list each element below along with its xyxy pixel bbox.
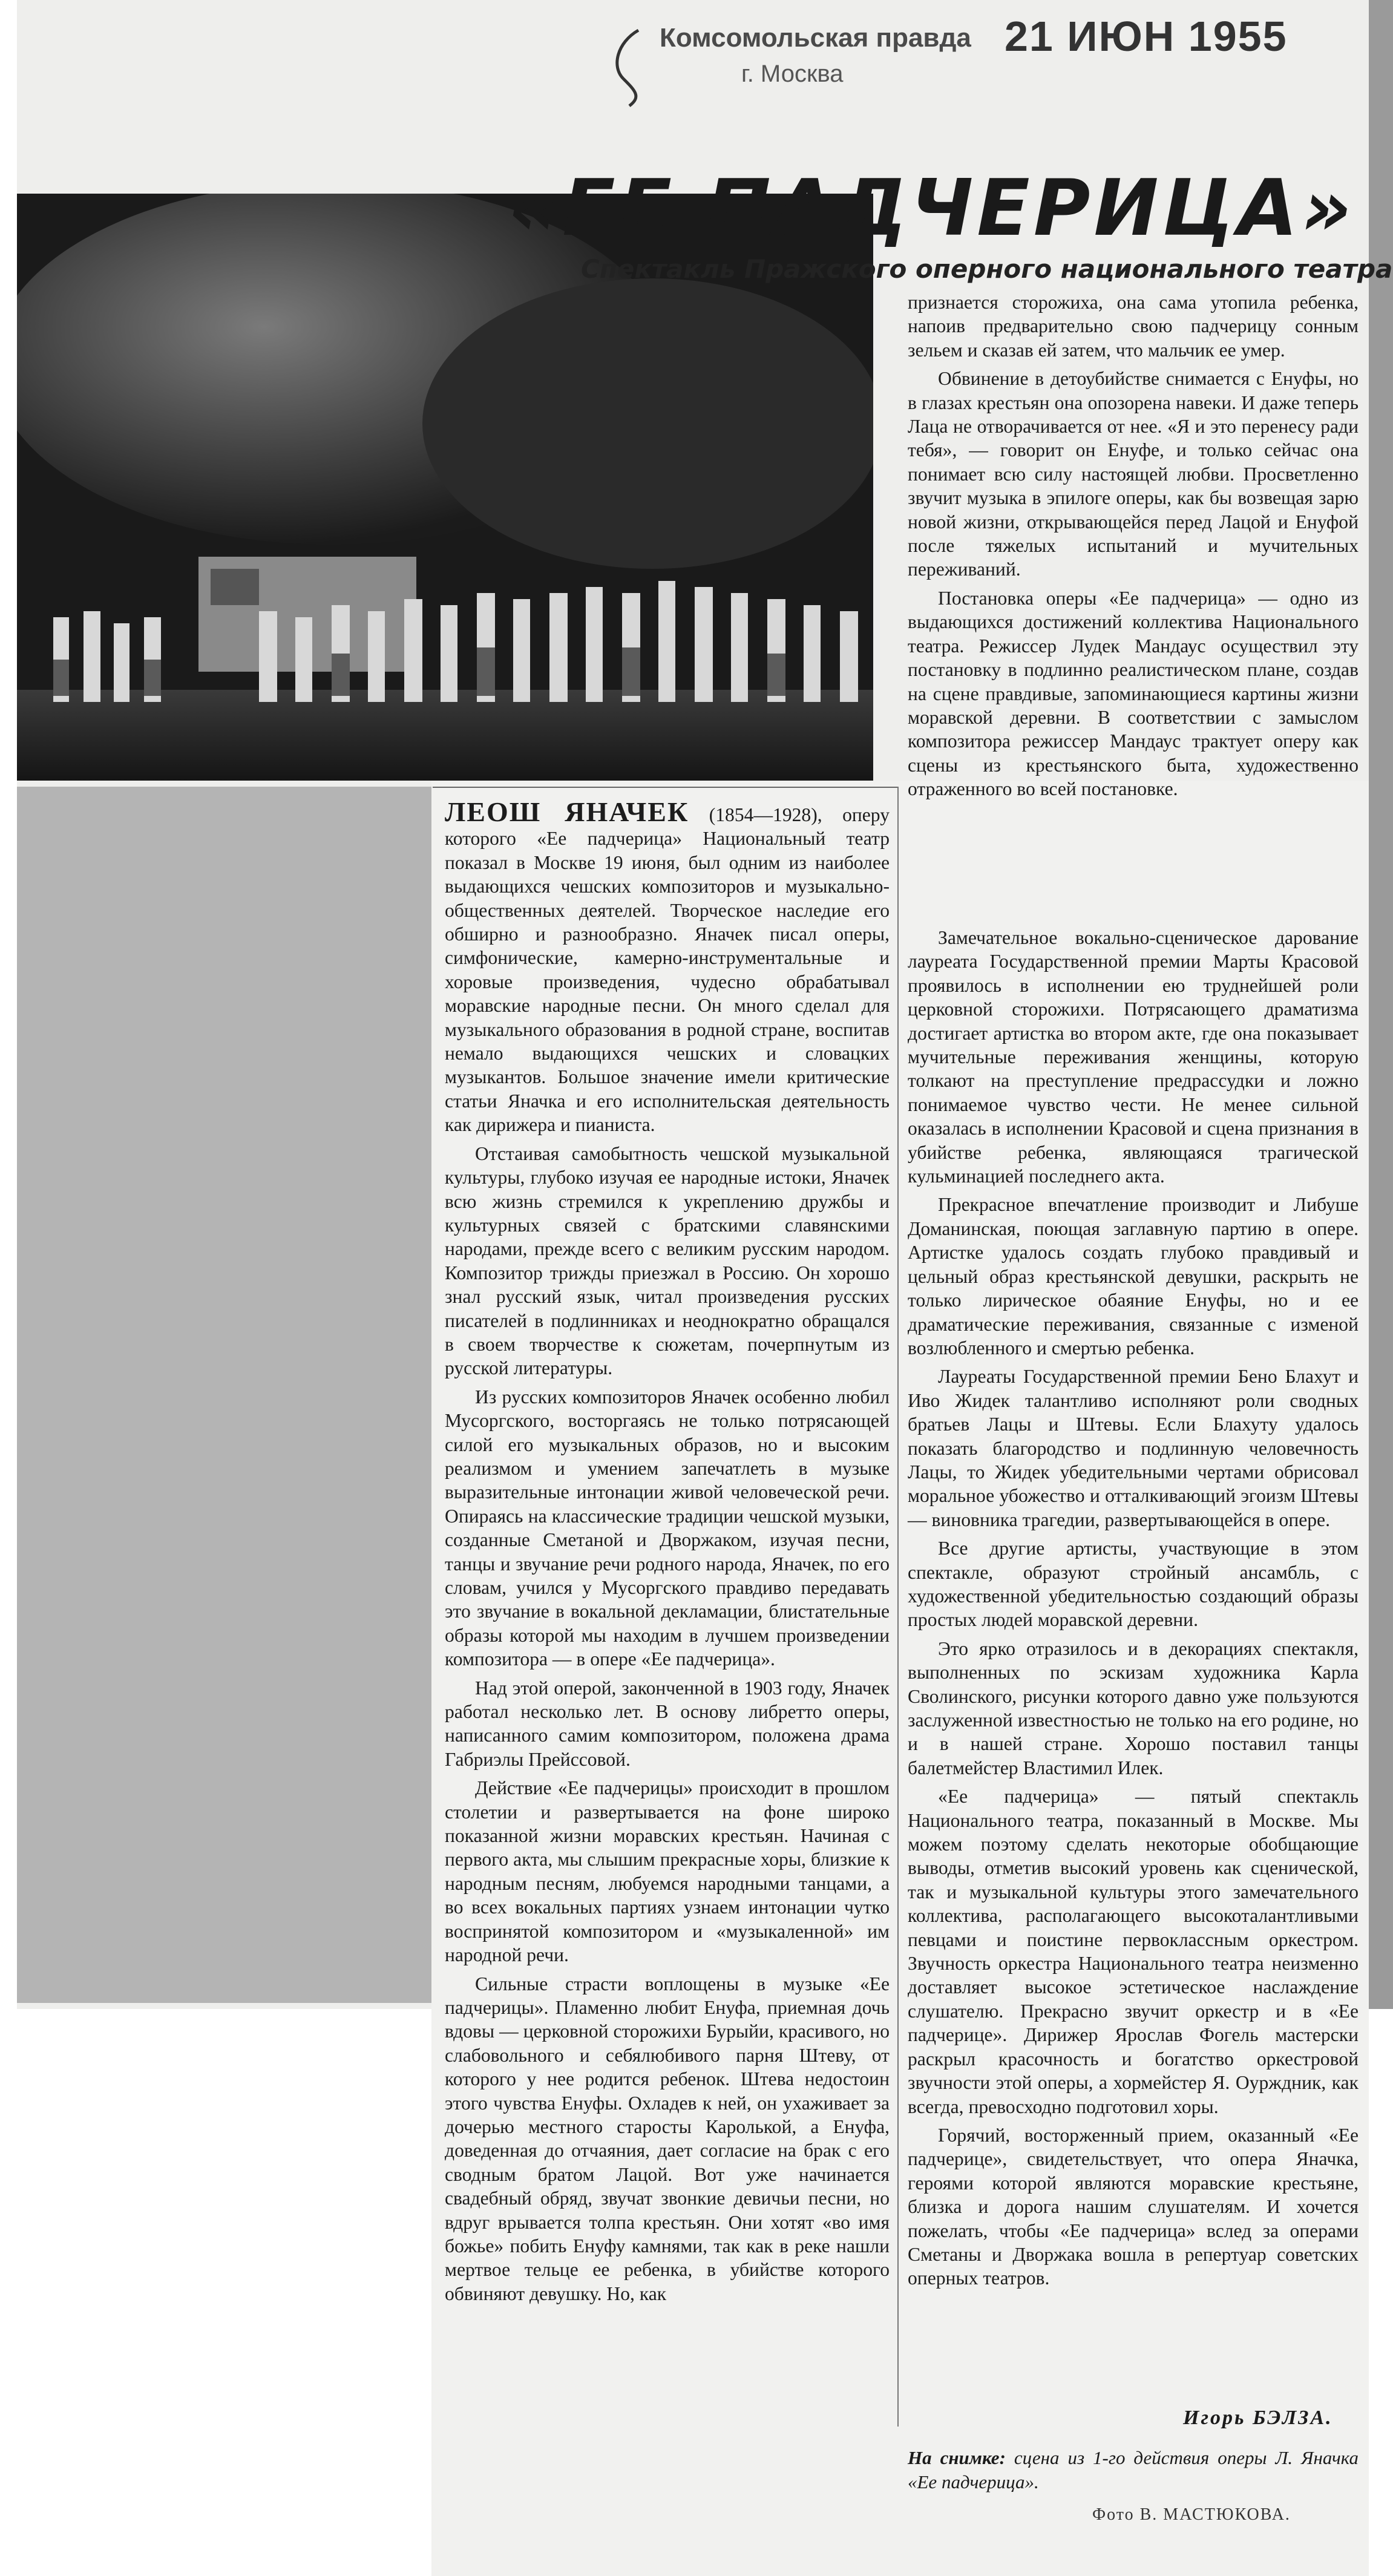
paragraph: Лауреаты Государственной премии Бено Блахут и Иво Жидек талантливо исполняют роли сводных братьев Лацы и Штевы. Если Блахуту удалось показать благородство и подлинную человечность Лацы, то Жидек убедительными чертами обрисовал моральное убожество и отталкивающий эгоизм Штевы — виновника трагедии, развертывающейся в опере.	[908, 1366, 1359, 1530]
column-divider	[897, 787, 899, 2427]
author-signature: Игорь БЭЛЗА.	[1183, 2407, 1333, 2429]
right-column-top	[908, 290, 1359, 806]
paragraph: Прекрасное впечатление производит и Либуше Доманинская, поющая заглавную партию в опере. Артистке удалось создать глубоко правдивый и цельный образ крестьянской девушки, раскрыть не только лирическое обаяние Енуфы, но и ее драматические переживания, связанные с изменой возлюбленного и смертью ребенка.	[908, 1194, 1359, 1358]
column-top-rule	[433, 787, 899, 788]
paragraph: Все другие артисты, участвующие в этом спектакле, образуют стройный ансамбль, с художественной убедительностью создающий образы простых людей моравской деревни.	[908, 1538, 1359, 1631]
right-column	[908, 926, 1359, 2295]
caption-label: На снимке:	[908, 2447, 1006, 2468]
lead-text: (1854—1928), оперу которого «Ее падчерица» Национальный театр показал в Москве 19 июня, был одним из наиболее выдающихся чешских композиторов и музыкально-общественных деятелей. Творческое наследие его обширно и разнообразно. Яначек писал оперы, симфонические, камерно-инструментальные и хоровые произведения, чудесно обрабатывал моравские народные песни. Он много сделал для музыкального образования в родной стране, воспитав немало выдающихся чешских и словацких музыкантов. Большое значение имели критические статьи Яначка и его исполнительская деятельность как дирижера и пианиста.	[445, 804, 890, 1136]
paragraph: «Ее падчерица» — пятый спектакль Национального театра, показанный в Москве. Мы можем поэтому сделать некоторые обобщающие выводы, отметив высокий уровень как сценической, так и музыкальной культуры этого замечательного коллектива, располагающего высокоталантливыми певцами и поистине первоклассным оркестром. Звучность оркестра Национального театра неизменно доставляет высокое эстетическое наслаждение слушателю. Прекрасно звучит оркестр и в «Ее падчерице». Дирижер Ярослав Фогель мастерски раскрыл красочность и богатство оркестровой звучности этой оперы, а хормейстер Я. Оурждник, как всегда, превосходно подготовил хоры.	[908, 1786, 1359, 2117]
paragraph: Это ярко отразилось и в декорациях спектакля, выполненных по эскизам художника Карла Сволинского, рисунки которого давно уже пользуются заслуженной известностью не только на его родине, но и в нашей стране. Хорошо поставил танцы балетмейстер Властимил Илек.	[908, 1637, 1359, 1778]
scan-margin-right	[1369, 0, 1393, 2009]
article-subtitle: Спектакль Пражского оперного национального театра	[581, 254, 1393, 284]
paragraph: Над этой оперой, законченной в 1903 году, Яначек работал несколько лет. В основу либретто оперы, написанного самим композитором, положена драма Габриэлы Прейссовой.	[445, 1677, 890, 1770]
newspaper-source-stamp: Комсомольская правда	[660, 23, 971, 53]
paragraph: Отстаивая самобытность чешской музыкальной культуры, глубоко изучая ее народные истоки, Яначек всю жизнь стремился к укреплению дружбы и культурных связей с братскими славянскими народами, прежде всего с великим русским народом. Композитор трижды приезжал в Россию. Он хорошо знал русский язык, читал произведения русских писателей в подлинниках и неоднократно обращался в своем творчестве к сюжетам, почерпнутым из русской литературы.	[445, 1142, 890, 1379]
paragraph: Горячий, восторженный прием, оказанный «Ее падчерице», свидетельствует, что опера Яначка, героями которой являются моравские крестьяне, близка и дорога нашим слушателям. И хочется пожелать, чтобы «Ее падчерица» вслед за операми Сметаны и Дворжака вошла в репертуар советских оперных театров.	[908, 2124, 1359, 2289]
photo-credit: Фото В. МАСТЮКОВА.	[1092, 2505, 1291, 2524]
article-headline: «ЕЕ ПАДЧЕРИЦА»	[508, 163, 1355, 254]
caption-text: сцена из 1-го действия оперы Л. Яначка «Ее падчерица».	[908, 2447, 1359, 2492]
photo-caption	[908, 2446, 1359, 2494]
paragraph: Из русских композиторов Яначек особенно любил Мусоргского, восторгаясь не только потрясающей силой его музыкальных образов, но и высоким реализмом и умением запечатлеть в музыке выразительные интонации живой человеческой речи. Опираясь на классические традиции чешской музыки, созданные Сметаной и Дворжаком, изучая песни, танцы и звучание речи родного народа, Яначек, по его словам, учился у Мусоргского правдиво передавать это звучание в вокальной декламации, блистательные образы которой мы находим в лучшем произведении композитора — в опере «Ее падчерица».	[445, 1386, 890, 1670]
left-column	[445, 796, 890, 2310]
lead-dropcap: ЛЕОШ ЯНАЧЕК	[445, 796, 689, 827]
paragraph: Сильные страсти воплощены в музыке «Ее падчерицы». Пламенно любит Енуфа, приемная дочь вдовы — церковной сторожихи Бурыйи, красивого, но слабовольного и себялюбивого парня Штеву, от которого у нее родится ребенок. Штева недостоин этого чувства Енуфы. Охладев к ней, он ухаживает за дочерью местного старосты Каролькой, а Енуфа, доведенная до отчаяния, дает согласие на брак с его сводным братом Лацой. Вот уже начинается свадебный обряд, звучат звонкие девичьи песни, но вдруг врывается толпа крестьян. Они хотят «во имя божье» побить Енуфу камнями, так как в реке нашли мертвое тельце ее ребенка, в убийстве которого обвиняют девушку. Но, как	[445, 1973, 890, 2304]
paragraph: Замечательное вокально-сценическое дарование лауреата Государственной премии Марты Красовой проявилось в исполнении ею труднейшей роли церковной сторожихи. Потрясающего драматизма достигает артистка во втором акте, где она показывает мучительные переживания женщины, которую толкают на преступление предрассудки и ложно понимаемое чувство чести. Не менее сильной оказалась в исполнении Красовой и сцена признания в убийстве ребенка, являющаяся трагической кульминацией последнего акта.	[908, 927, 1359, 1187]
lead-paragraph	[445, 796, 890, 1137]
paragraph: Постановка оперы «Ее падчерица» — одно из выдающихся достижений коллектива Национального театра. Режиссер Лудек Мандаус осуществил эту постановку в подлинно реалистическом плане, создав на сцене правдивые, запоминающиеся картины жизни моравской деревни. В соответствии с замыслом композитора режиссер Мандаус трактует оперу как сцены из крестьянского быта, художественно отраженного во всей постановке.	[908, 587, 1359, 800]
newspaper-city-stamp: г. Москва	[741, 61, 844, 87]
paragraph: признается сторожиха, она сама утопила ребенка, напоив предварительно свою падчерицу сонным зельем и сказав ей затем, что мальчик ее умер.	[908, 292, 1359, 361]
paragraph: Действие «Ее падчерицы» происходит в прошлом столетии и развертывается на фоне широко показанной жизни моравских крестьян. Начиная с первого акта, мы слышим прекрасные хоры, близкие к народным песням, любуемся народными танцами, а во всех вокальных партиях узнаем интонации чутко воспринятой композитором и «музыкаленной» им народной речи.	[445, 1777, 890, 1966]
scan-margin-panel	[17, 787, 431, 2003]
handwritten-mark-icon	[605, 24, 654, 109]
date-stamp: 21 ИЮН 1955	[1005, 13, 1288, 60]
paragraph: Обвинение в детоубийстве снимается с Енуфы, но в глазах крестьян она опозорена навеки. И даже теперь Лаца не отворачивается от нее. «Я и это перенесу ради тебя», — говорит он Енуфе, и только сейчас она понимает всю силу настоящей любви. Просветленно звучит музыка в эпилоге оперы, как бы возвещая зарю новой жизни, открывающейся перед Лацой и Енуфой после тяжелых испытаний и мучительных переживаний.	[908, 368, 1359, 580]
